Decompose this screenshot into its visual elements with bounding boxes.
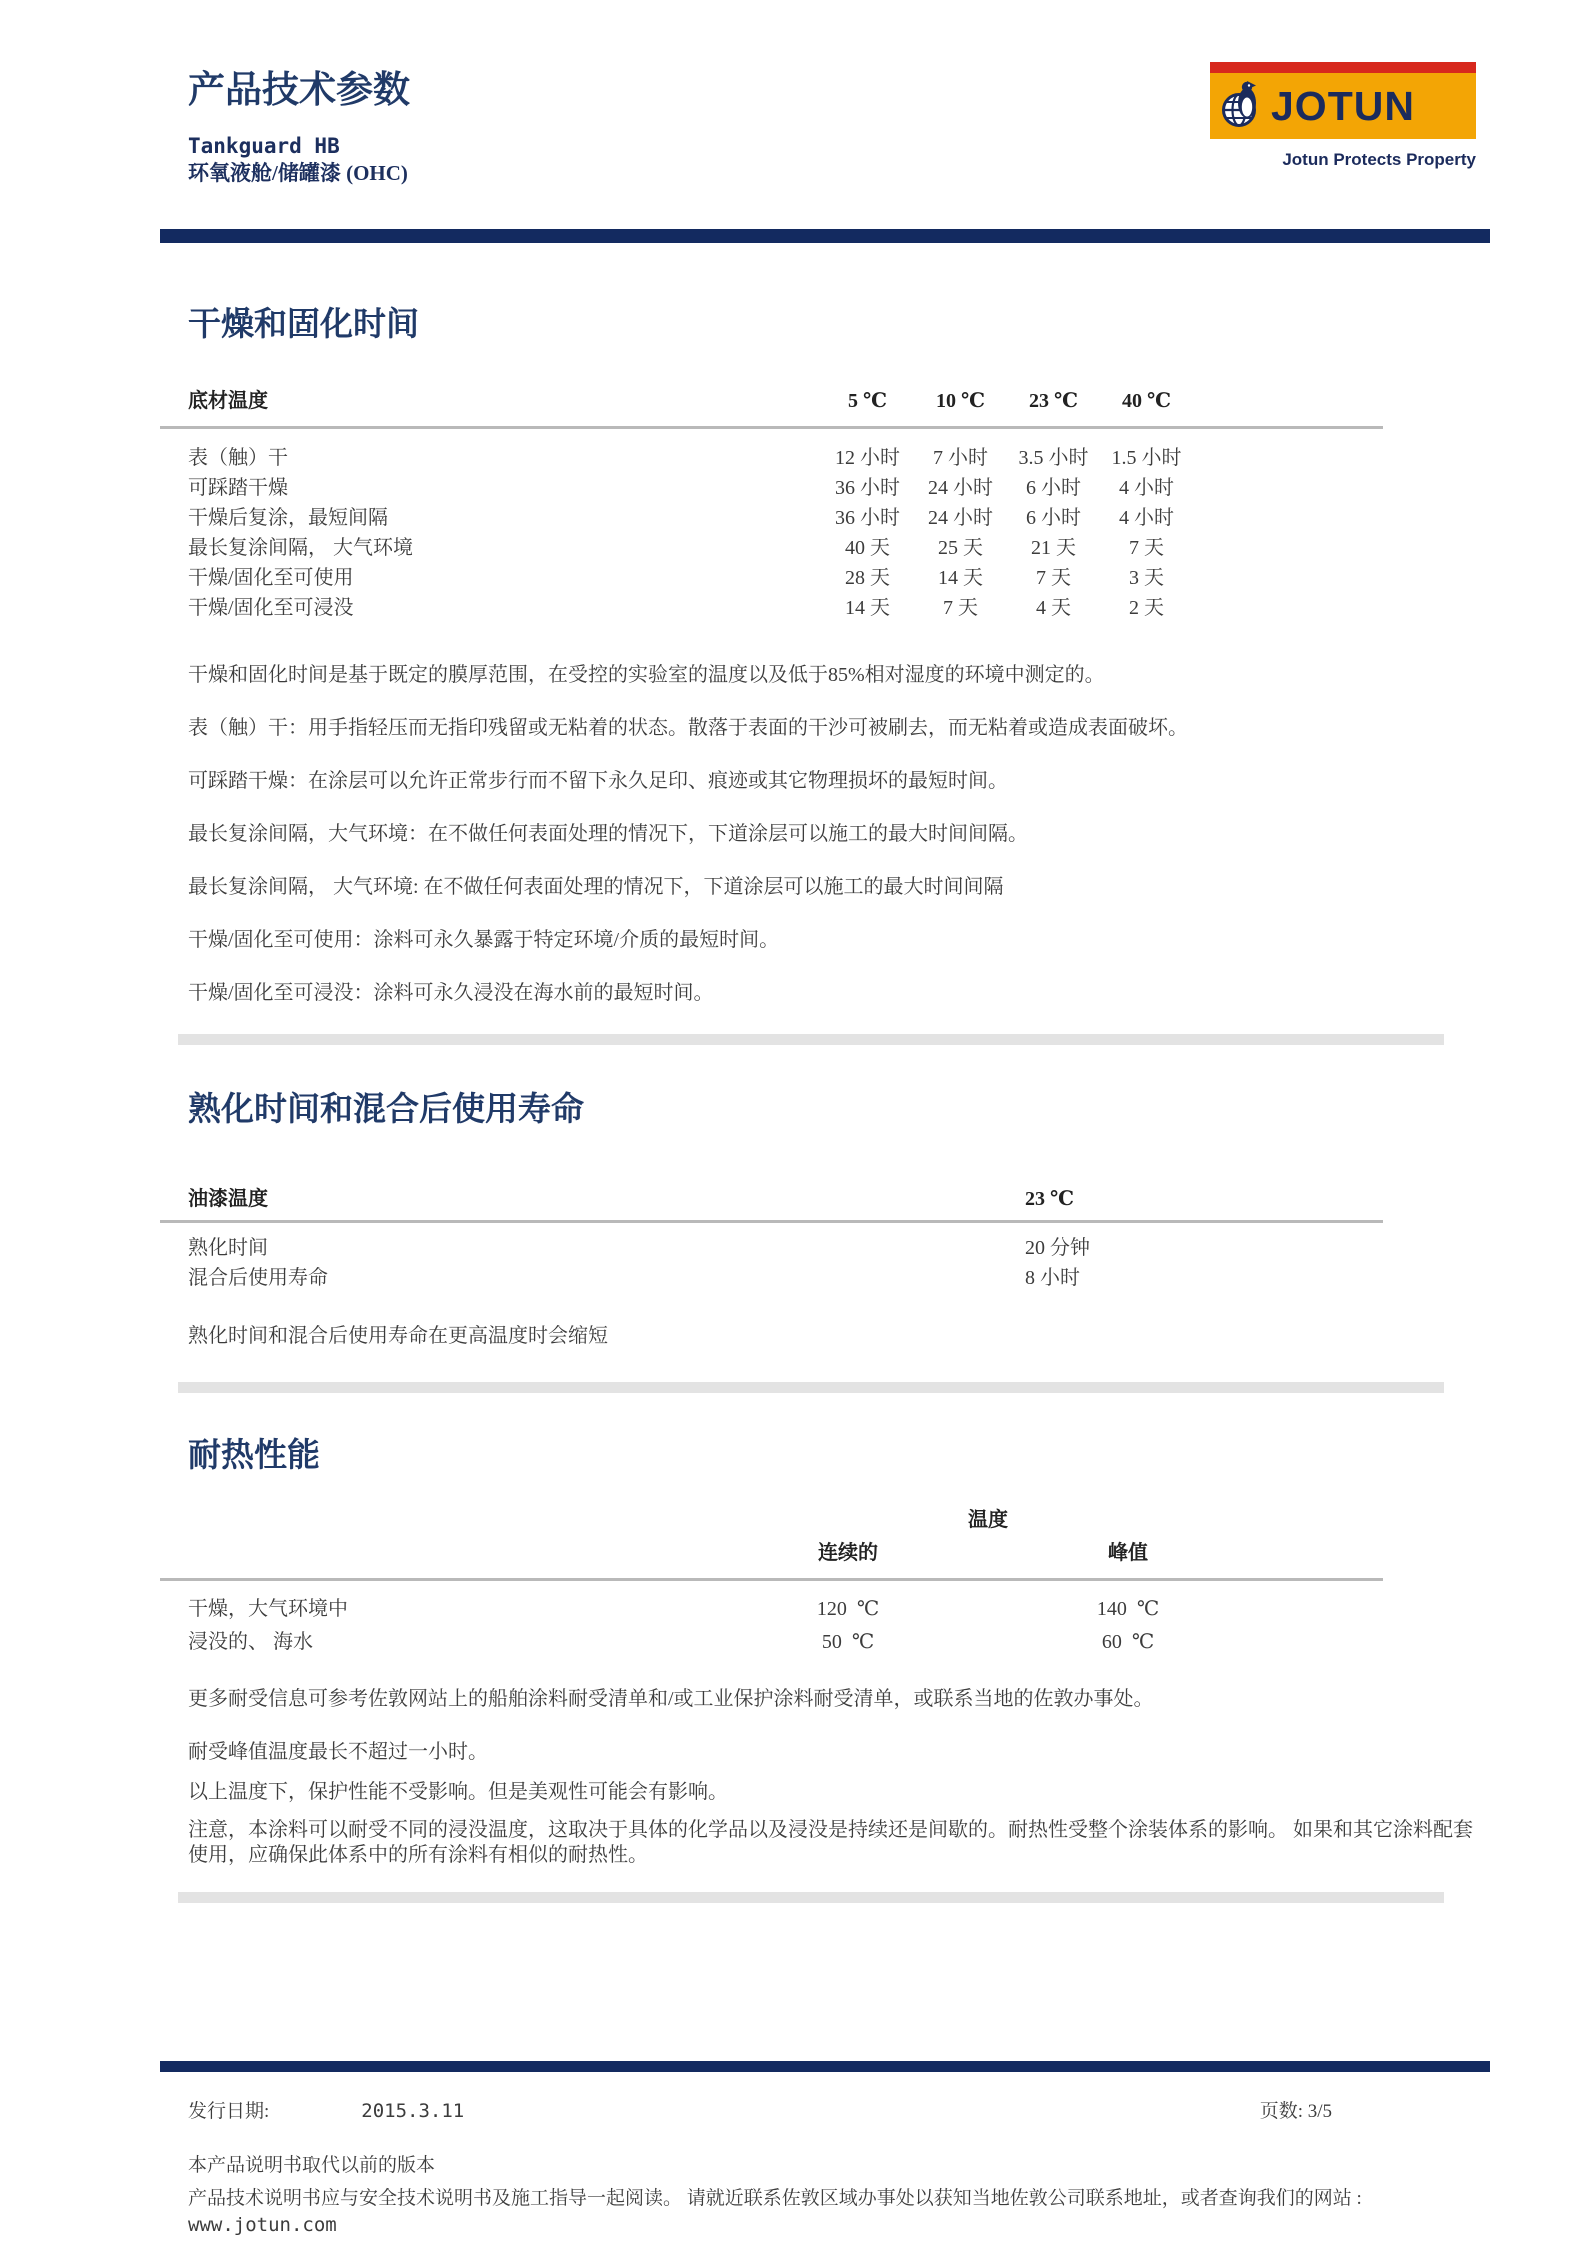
footer-website: www.jotun.com — [188, 2214, 337, 2236]
note-paragraph: 干燥/固化至可浸没：涂料可永久浸没在海水前的最短时间。 — [188, 982, 714, 1004]
logo-wordmark: JOTUN — [1271, 82, 1415, 129]
table-row: 最长复涂间隔， 大气环境 40 天 25 天 21 天 7 天 — [188, 537, 1164, 559]
header-rule — [160, 229, 1490, 243]
table-row: 干燥，大气环境中 120 ℃ 140 ℃ — [188, 1598, 1160, 1620]
product-name: Tankguard HB — [188, 134, 340, 158]
note-paragraph: 可踩踏干燥：在涂层可以允许正常步行而不留下永久足印、痕迹或其它物理损坏的最短时间。 — [188, 770, 1008, 792]
issue-date-value: 2015.3.11 — [361, 2100, 465, 2122]
logo-yellow-box — [1210, 73, 1476, 139]
section-title-potlife: 熟化时间和混合后使用寿命 — [188, 1092, 584, 1128]
heat-table-header-row — [160, 1540, 1383, 1581]
column-header: 23 ℃ — [1025, 1188, 1074, 1210]
note-paragraph: 以上温度下，保护性能不受影响。但是美观性可能会有影响。 — [188, 1781, 728, 1803]
table-row: 可踩踏干燥 36 小时 24 小时 6 小时 4 小时 — [188, 477, 1174, 499]
penguin-globe-icon — [1220, 79, 1266, 134]
section-title-heat: 耐热性能 — [188, 1438, 320, 1474]
heat-table — [160, 1507, 1383, 1659]
note-paragraph: 更多耐受信息可参考佐敦网站上的船舶涂料耐受清单和/或工业保护涂料耐受清单，或联系当地的佐敦办事处。 — [188, 1688, 1154, 1710]
note-paragraph: 最长复涂间隔， 大气环境: 在不做任何表面处理的情况下，下道涂层可以施工的最大时间间隔 — [188, 876, 1004, 898]
section-divider — [178, 1382, 1444, 1393]
table-row: 混合后使用寿命 8 小时 — [188, 1267, 1080, 1289]
table-row: 熟化时间 20 分钟 — [188, 1237, 1090, 1259]
footer-disclaimer-2: 产品技术说明书应与安全技术说明书及施工指导一起阅读。 请就近联系佐敦区域办事处以获知当地佐敦公司联系地址，或者查询我们的网站 : — [188, 2188, 1362, 2209]
footer-disclaimer-1: 本产品说明书取代以前的版本 — [188, 2155, 436, 2176]
column-header: 40 ℃ — [1122, 390, 1171, 412]
column-header: 23 ℃ — [1029, 390, 1078, 412]
column-header: 10 ℃ — [936, 390, 985, 412]
page-title: 产品技术参数 — [188, 70, 410, 111]
section-title-drying: 干燥和固化时间 — [188, 307, 419, 343]
heat-table-group-header — [160, 1507, 1383, 1533]
issue-date-label: 发行日期: — [188, 2101, 270, 2122]
section-divider — [178, 1892, 1444, 1903]
drying-table-header-row — [160, 388, 1383, 429]
table-row: 干燥/固化至可浸没 14 天 7 天 4 天 2 天 — [188, 597, 1164, 619]
table-row: 干燥/固化至可使用 28 天 14 天 7 天 3 天 — [188, 567, 1164, 589]
jotun-logo — [1210, 62, 1476, 170]
footer-meta-row — [188, 2096, 1490, 2123]
column-header: 油漆温度 — [188, 1188, 268, 1210]
note-paragraph: 表（触）干：用手指轻压而无指印残留或无粘着的状态。散落于表面的干沙可被刷去，而无粘着或造成表面破坏。 — [188, 717, 1188, 739]
column-header: 峰值 — [1108, 1542, 1148, 1564]
drying-table — [160, 388, 1383, 623]
table-row: 干燥后复涂，最短间隔 36 小时 24 小时 6 小时 4 小时 — [188, 507, 1174, 529]
note-paragraph: 干燥/固化至可使用：涂料可永久暴露于特定环境/介质的最短时间。 — [188, 929, 780, 951]
note-paragraph: 最长复涂间隔，大气环境：在不做任何表面处理的情况下，下道涂层可以施工的最大时间间隔。 — [188, 823, 1028, 845]
section-divider — [178, 1034, 1444, 1045]
column-header: 连续的 — [818, 1542, 878, 1564]
footer-rule — [160, 2061, 1490, 2072]
note-paragraph: 干燥和固化时间是基于既定的膜厚范围，在受控的实验室的温度以及低于85%相对湿度的环境中测定的。 — [188, 664, 1105, 686]
column-group-header: 温度 — [968, 1509, 1008, 1531]
potlife-note: 熟化时间和混合后使用寿命在更高温度时会缩短 — [188, 1325, 608, 1347]
table-row: 浸没的、 海水 50 ℃ 60 ℃ — [188, 1631, 1155, 1653]
column-header: 5 ℃ — [848, 390, 887, 412]
potlife-table-header-row — [160, 1186, 1383, 1223]
heat-notes — [160, 1687, 1490, 1868]
note-paragraph: 注意，本涂料可以耐受不同的浸没温度，这取决于具体的化学品以及浸没是持续还是间歇的。耐热性受整个涂装体系的影响。 如果和其它涂料配套使用，应确保此体系中的所有涂料有相似的耐热性。 — [188, 1819, 1473, 1866]
column-header: 底材温度 — [188, 390, 268, 412]
note-paragraph: 耐受峰值温度最长不超过一小时。 — [188, 1741, 488, 1763]
product-subtitle: 环氧液舱/储罐漆 (OHC) — [188, 161, 408, 185]
drying-notes — [160, 663, 1490, 1006]
logo-red-stripe — [1210, 62, 1476, 73]
logo-tagline: Jotun Protects Property — [1282, 150, 1476, 169]
potlife-table — [160, 1186, 1383, 1293]
table-row: 表（触）干 12 小时 7 小时 3.5 小时 1.5 小时 — [188, 447, 1182, 469]
page-number: 页数: 3/5 — [1259, 2101, 1332, 2122]
